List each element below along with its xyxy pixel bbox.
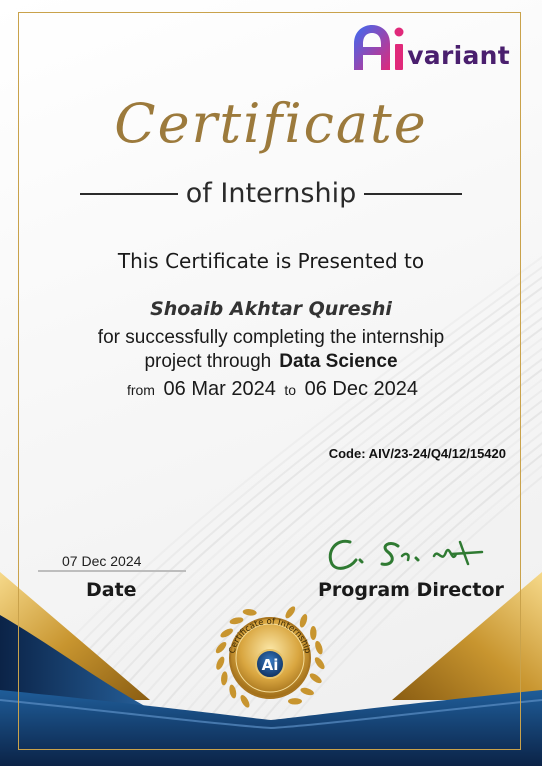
seal-center-text: Ai	[261, 656, 279, 674]
to-word: to	[284, 382, 297, 398]
project-name: Data Science	[279, 351, 398, 372]
date-label: Date	[86, 579, 137, 601]
project-prefix: project through	[144, 351, 272, 372]
signature-image	[322, 530, 492, 580]
date-underline	[38, 570, 186, 572]
date-range-line	[0, 378, 542, 401]
certificate-seal	[212, 600, 328, 716]
issue-date-value: 07 Dec 2024	[62, 553, 142, 569]
subtitle-rule-left	[80, 193, 178, 195]
start-date: 06 Mar 2024	[163, 378, 276, 400]
laurel-leaf	[214, 640, 228, 655]
ai-logo-mark	[350, 22, 406, 72]
aivariant-logo	[350, 22, 510, 72]
laurel-leaf	[314, 640, 324, 655]
laurel-leaf	[284, 605, 297, 620]
laurel-leaf	[310, 626, 316, 640]
subtitle-row	[0, 178, 542, 209]
laurel-leaf	[313, 656, 326, 671]
presented-to-text: This Certificate is Presented to	[117, 249, 425, 273]
laurel-leaf	[220, 671, 228, 686]
certificate-subtitle: of Internship	[185, 178, 357, 209]
laurel-leaf	[229, 616, 244, 625]
project-line	[0, 351, 542, 373]
certificate-code: Code: AIV/23-24/Q4/12/15420	[328, 446, 506, 461]
laurel-leaf	[288, 698, 302, 704]
from-word: from	[126, 382, 155, 398]
program-director-label: Program Director	[318, 579, 504, 601]
laurel-leaf	[298, 613, 308, 628]
laurel-leaf	[228, 684, 237, 699]
laurel-leaf	[219, 627, 234, 640]
subtitle-rule-right	[364, 193, 462, 195]
end-date: 06 Dec 2024	[304, 378, 419, 400]
certificate-title: Certificate	[114, 92, 428, 155]
recipient-name: Shoaib Akhtar Qureshi	[150, 298, 392, 320]
laurel-leaf	[239, 694, 252, 709]
laurel-leaf	[242, 608, 257, 616]
seal-ring-text: Certificate of Internship	[227, 616, 313, 655]
logo-brand-text: variant	[407, 41, 510, 70]
laurel-leaf	[215, 656, 227, 671]
completion-text: for successfully completing the internship	[97, 327, 445, 348]
laurel-leaf	[300, 686, 315, 696]
laurel-leaf	[308, 672, 323, 685]
